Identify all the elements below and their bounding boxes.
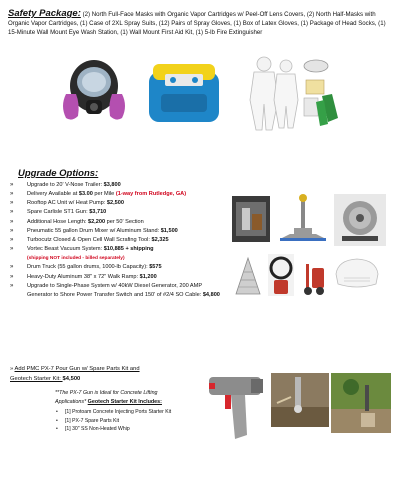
chevron-right-icon: » <box>10 200 14 207</box>
item-price: $4,800 <box>202 291 220 298</box>
chevron-right-icon: » <box>10 182 14 188</box>
list-item <box>10 181 228 190</box>
pmc-offer-line1: Add PMC PX-7 Pour Gun w/ Spare Parts Kit and <box>14 366 140 372</box>
item-price: $3.00 <box>78 191 93 198</box>
item-price: $2,325 <box>151 236 169 243</box>
chevron-right-icon: » <box>10 227 14 234</box>
upgrade-options-list <box>10 181 228 300</box>
px7-note: **The PX-7 Gun is Ideal for Concrete Lifting <box>55 390 158 396</box>
pmc-offer-price: $4,500 <box>62 376 81 383</box>
list-item <box>10 273 228 282</box>
item-price: $2,500 <box>106 200 125 207</box>
px7-pour-gun-photo <box>205 373 267 443</box>
pmc-px7-offer <box>10 364 200 384</box>
chevron-right-icon: » <box>10 282 14 289</box>
safety-package-title: Safety Package: <box>8 8 81 19</box>
delivery-origin-note: (1-way from Rutledge, GA) <box>115 191 187 198</box>
chevron-right-icon: » <box>10 246 14 253</box>
concrete-injection-photo <box>271 373 329 427</box>
item-label: Turbocutz Closed & Open Cell Wall Scrafing Tool: <box>27 236 152 243</box>
item-label: Spare Carlisle ST1 Gun: <box>27 209 90 216</box>
list-item <box>10 282 228 300</box>
vacuum-accessories-photo <box>266 252 296 298</box>
item-suffix: per 50' Section <box>105 218 144 225</box>
list-item: • [1] Protoam Concrete Injecting Ports Starter Kit <box>56 408 171 417</box>
drum-mixer-photo <box>276 194 330 244</box>
geotech-kit-heading <box>55 398 162 407</box>
outdoor-lifting-photo <box>331 373 391 433</box>
shipping-note: (shipping NOT included - billed separately) <box>27 256 125 262</box>
list-item <box>10 208 228 217</box>
list-item: • [1] PX-7 Spare Parts Kit <box>56 417 171 426</box>
list-item <box>10 218 228 227</box>
item-label: Heavy-Duty Aluminum 38" x 72" Walk Ramp: <box>27 273 140 280</box>
list-item <box>10 190 228 199</box>
eye-wash-station-photo <box>143 60 225 126</box>
item-price: $2,200 <box>87 218 106 225</box>
item-suffix: per Mile <box>92 191 116 198</box>
full-face-respirator-photo <box>58 56 130 128</box>
item-label: Delivery Available at <box>27 191 79 198</box>
spray-suit-gloves-photo <box>242 54 344 132</box>
geotech-kit-list <box>56 408 171 434</box>
trailer-interior-photo <box>232 196 270 242</box>
list-item: • [1] 30" SS Non-Heated Whip <box>56 425 171 434</box>
safety-package-description <box>8 9 392 38</box>
item-price: $10,885 + shipping <box>103 246 154 253</box>
walk-ramp-photo <box>234 254 262 298</box>
item-price: $1,500 <box>160 227 178 234</box>
list-item <box>10 245 228 263</box>
rooftop-ac-unit-photo <box>332 254 382 294</box>
list-item <box>10 263 228 272</box>
list-item <box>10 199 228 208</box>
list-item <box>10 227 228 236</box>
safety-package-body: (2) North Full-Face Masks with Organic Vapor Cartridges w/ Peel-Off Lens Covers, (2) North Half-Masks with Organic Vapor Cartridges, (1) Case of 2XL Spray Suits, (12) Pairs of Spray Gloves, (1) Box of Latex Gloves, (1) Package of Head Socks, (1) 15-Minute Wall Mount Eye Wash Station, (1) Wall Mount First Aid Kit, (1) 5-lb Fire Extinguisher <box>8 11 386 37</box>
item-price: $3,800 <box>103 182 121 188</box>
chevron-right-icon: » <box>10 209 14 216</box>
item-price: $3,710 <box>89 209 107 216</box>
item-label: Upgrade to 20' V-Nose Trailer: <box>27 182 104 188</box>
pmc-offer-line2: Geotech Starter Kit: <box>10 376 63 383</box>
item-label: Additional Hose Length: <box>27 218 88 225</box>
item-price: $575 <box>149 264 162 271</box>
chevron-right-icon: » <box>10 236 14 243</box>
item-label: Rooftop AC Unit w/ Heat Pump: <box>27 200 107 207</box>
item-label: Upgrade to Single-Phase System w/ 40kW Diesel Generator, 200 AMP Generator to Shore Power Transfer Switch and 150' of #2/4 SO Cable: <box>27 282 203 298</box>
item-label: Vortec Beast Vacuum System: <box>27 246 104 253</box>
list-item <box>10 236 228 245</box>
kit-prefix: Applications* <box>55 399 88 405</box>
chevron-right-icon: » <box>10 218 14 225</box>
chevron-right-icon: » <box>10 191 14 198</box>
vacuum-system-photo <box>334 194 386 246</box>
drum-truck-photo <box>298 262 326 296</box>
kit-title: Geotech Starter Kit Includes: <box>87 399 162 405</box>
upgrade-options-title: Upgrade Options: <box>18 168 99 179</box>
chevron-right-icon: » <box>10 273 14 280</box>
item-price: $1,200 <box>139 273 157 280</box>
item-label: Drum Truck (55 gallon drums, 1000-lb Capacity): <box>27 264 150 271</box>
chevron-right-icon: » <box>10 264 14 271</box>
item-label: Pneumatic 55 gallon Drum Mixer w/ Aluminum Stand: <box>27 227 161 234</box>
chevron-right-icon: » <box>10 366 14 372</box>
